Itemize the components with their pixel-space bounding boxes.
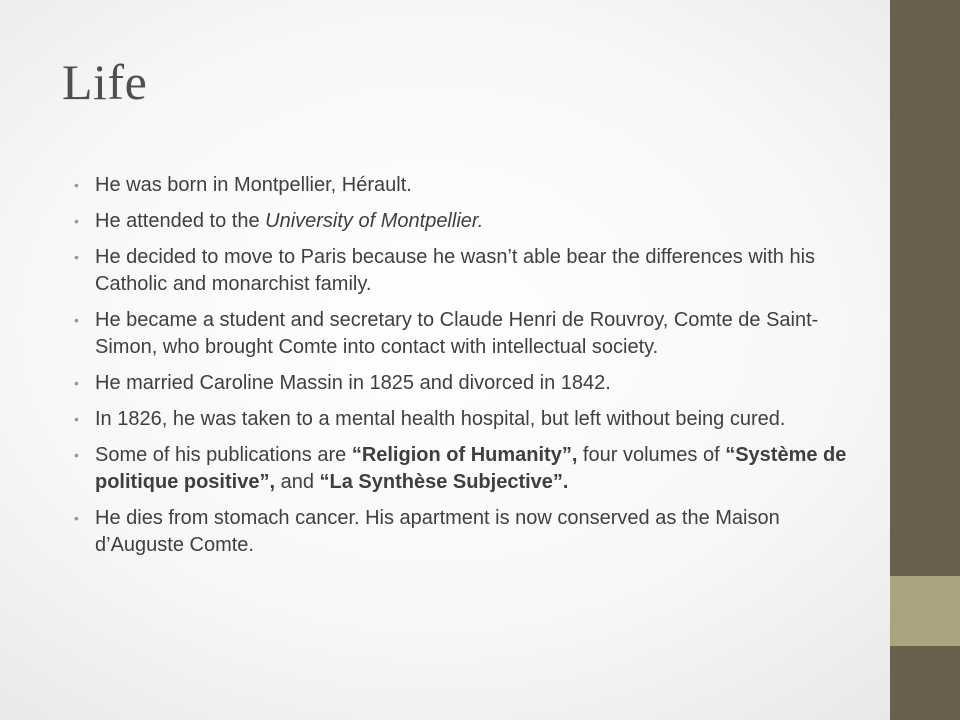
bullet-list [70,172,850,568]
bullet-item [70,244,850,298]
bullet-text: and [275,471,320,493]
slide-title: Life [62,54,148,110]
bullet-text: “Religion of Humanity”, [351,444,578,466]
bullet-text: In 1826, he was taken to a mental health hospital, but left without being cured. [95,408,786,430]
bullet-item [70,442,850,496]
bullet-item [70,370,850,397]
bullet-text: four volumes of [577,444,726,466]
bullet-item [70,406,850,433]
bullet-item [70,172,850,199]
bullet-text: He decided to move to Paris because he wasn’t able bear the differences with his Catholic and monarchist family. [95,246,816,295]
bullet-dot-icon: • [74,510,79,526]
side-accent-square [890,576,960,646]
bullet-text: Some of his publications are [95,444,352,466]
bullet-text: He was born in Montpellier, Hérault. [95,174,412,196]
bullet-text: He attended to the [95,210,266,232]
bullet-text: He became a student and secretary to Claude Henri de Rouvroy, Comte de Saint-Simon, who brought Comte into contact with intellectual society. [95,309,819,358]
bullet-text: “La Synthèse Subjective”. [319,471,569,493]
bullet-text: He married Caroline Massin in 1825 and divorced in 1842. [95,372,611,394]
bullet-dot-icon: • [74,213,79,229]
bullet-dot-icon: • [74,447,79,463]
bullet-item [70,505,850,559]
bullet-text: “Système de politique positive”, [95,444,847,493]
bullet-item [70,307,850,361]
bullet-dot-icon: • [74,312,79,328]
bullet-dot-icon: • [74,177,79,193]
bullet-text: He dies from stomach cancer. His apartment is now conserved as the Maison d’Auguste Comte. [95,507,780,556]
bullet-dot-icon: • [74,249,79,265]
bullet-item [70,208,850,235]
bullet-dot-icon: • [74,375,79,391]
bullet-dot-icon: • [74,411,79,427]
bullet-text: University of Montpellier. [265,210,484,232]
